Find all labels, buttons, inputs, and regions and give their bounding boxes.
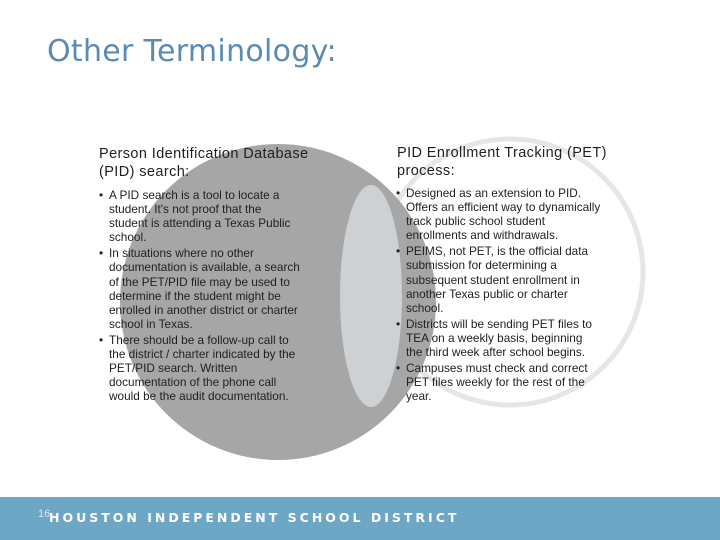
overlap-lens [340, 185, 402, 407]
footer-bar [0, 497, 720, 540]
list-item: • Campuses must check and correct PET files weekly for the rest of the year. [396, 361, 601, 403]
list-item: • There should be a follow-up call to the district / charter indicated by the PET/PID search. Written documentation of the phone call would be the audit documentation. [99, 333, 301, 403]
left-heading: Person Identification Database (PID) search: [99, 146, 309, 180]
list-item: • In situations where no other documentation is available, a search of the PET/PID file may be used to determine if the student might be enrolled in another district or charter school in Texas. [99, 246, 301, 331]
list-item: • Designed as an extension to PID. Offers an efficient way to dynamically track public school student enrollments and withdrawals. [396, 186, 601, 242]
slide-title: Other Terminology: [47, 34, 337, 69]
list-item: • Districts will be sending PET files to TEA on a weekly basis, beginning the third week after school begins. [396, 317, 601, 359]
right-bullet-list [396, 186, 601, 405]
list-item: • PEIMS, not PET, is the official data submission for determining a subsequent student enrollment in another Texas public or charter school. [396, 244, 601, 314]
list-item: • A PID search is a tool to locate a student. It's not proof that the student is attending a Texas Public school. [99, 188, 301, 244]
left-bullet-list [99, 188, 301, 405]
page-number: 16 [38, 508, 51, 520]
right-heading: PID Enrollment Tracking (PET) process: [397, 145, 607, 179]
district-brand: HOUSTON INDEPENDENT SCHOOL DISTRICT [49, 510, 460, 525]
